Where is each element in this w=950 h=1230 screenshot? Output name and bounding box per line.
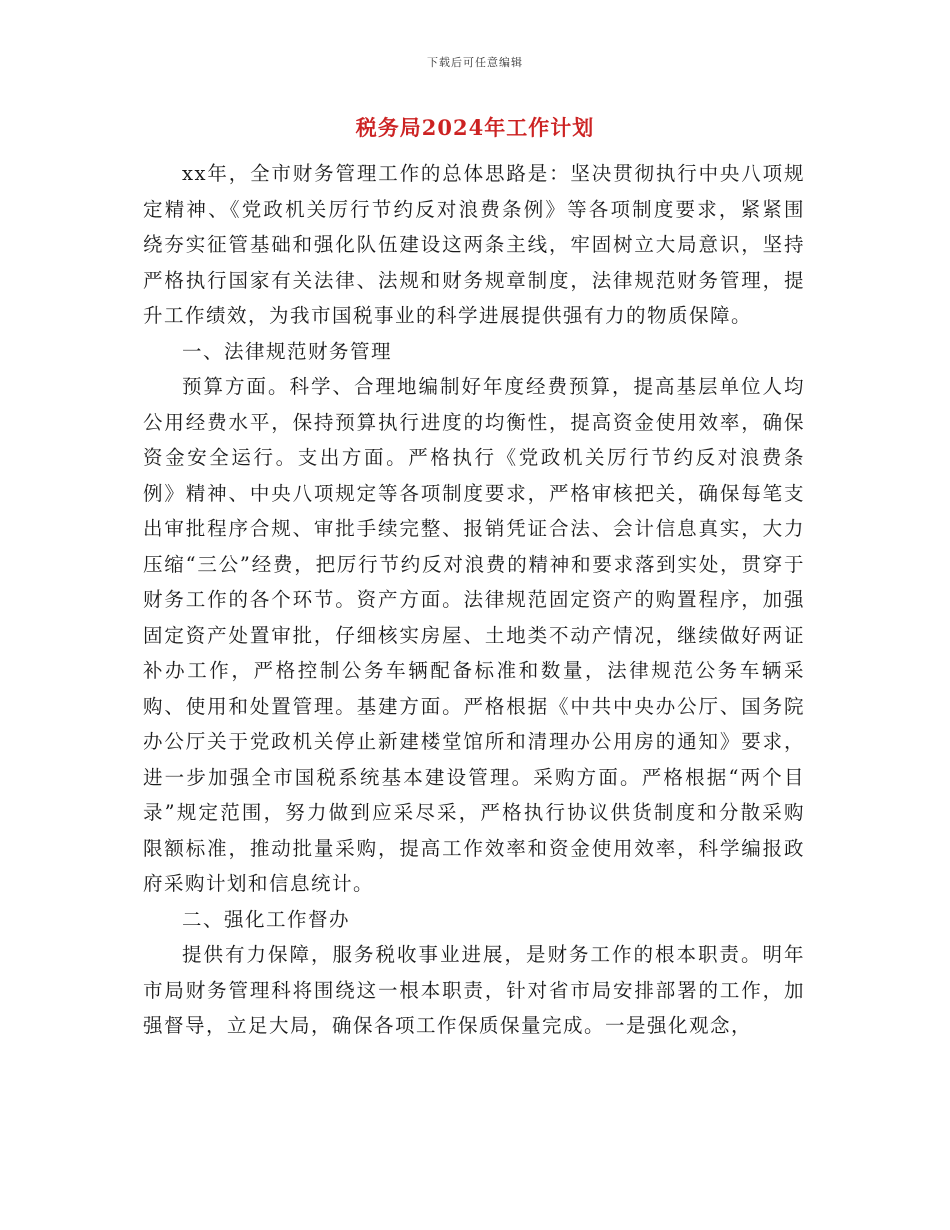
section-heading-2: 二、强化工作督办 — [182, 907, 351, 931]
section-2-paragraph: 提供有力保障，服务税收事业进展，是财务工作的根本职责。明年市局财务管理科将围绕这一根本职责，针对省市局安排部署的工作，加强督导，立足大局，确保各项工作保质保量完成。一是强化观念， — [143, 943, 805, 1037]
intro-paragraph: xx年，全市财务管理工作的总体思路是：坚决贯彻执行中央八项规定精神、《党政机关厉行节约反对浪费条例》等各项制度要求，紧紧围绕夯实征管基础和强化队伍建设这两条主线，牢固树立大局意识，坚持严格执行国家有关法律、法规和财务规章制度，法律规范财务管理，提升工作绩效，为我市国税事业的科学进展提供强有力的物质保障。 — [143, 162, 805, 327]
document-title: 税务局2024年工作计划 — [355, 115, 595, 140]
header-note: 下载后可任意编辑 — [427, 56, 523, 69]
document-body — [143, 156, 805, 1044]
section-heading-1: 一、法律规范财务管理 — [182, 339, 393, 363]
section-1-paragraph: 预算方面。科学、合理地编制好年度经费预算，提高基层单位人均公用经费水平，保持预算执行进度的均衡性，提高资金使用效率，确保资金安全运行。支出方面。严格执行《党政机关厉行节约反对浪费条例》精神、中央八项规定等各项制度要求，严格审核把关，确保每笔支出审批程序合规、审批手续完整、报销凭证合法、会计信息真实，大力压缩“三公”经费，把厉行节约反对浪费的精神和要求落到实处，贯穿于财务工作的各个环节。资产方面。法律规范固定资产的购置程序，加强固定资产处置审批，仔细核实房屋、土地类不动产情况，继续做好两证补办工作，严格控制公务车辆配备标准和数量，法律规范公务车辆采购、使用和处置管理。基建方面。严格根据《中共中央办公厅、国务院办公厅关于党政机关停止新建楼堂馆所和清理办公用房的通知》要求，进一步加强全市国税系统基本建设管理。采购方面。严格根据“两个目录”规定范围，努力做到应采尽采，严格执行协议供货制度和分散采购限额标准，推动批量采购，提高工作效率和资金使用效率，科学编报政府采购计划和信息统计。 — [143, 375, 805, 895]
